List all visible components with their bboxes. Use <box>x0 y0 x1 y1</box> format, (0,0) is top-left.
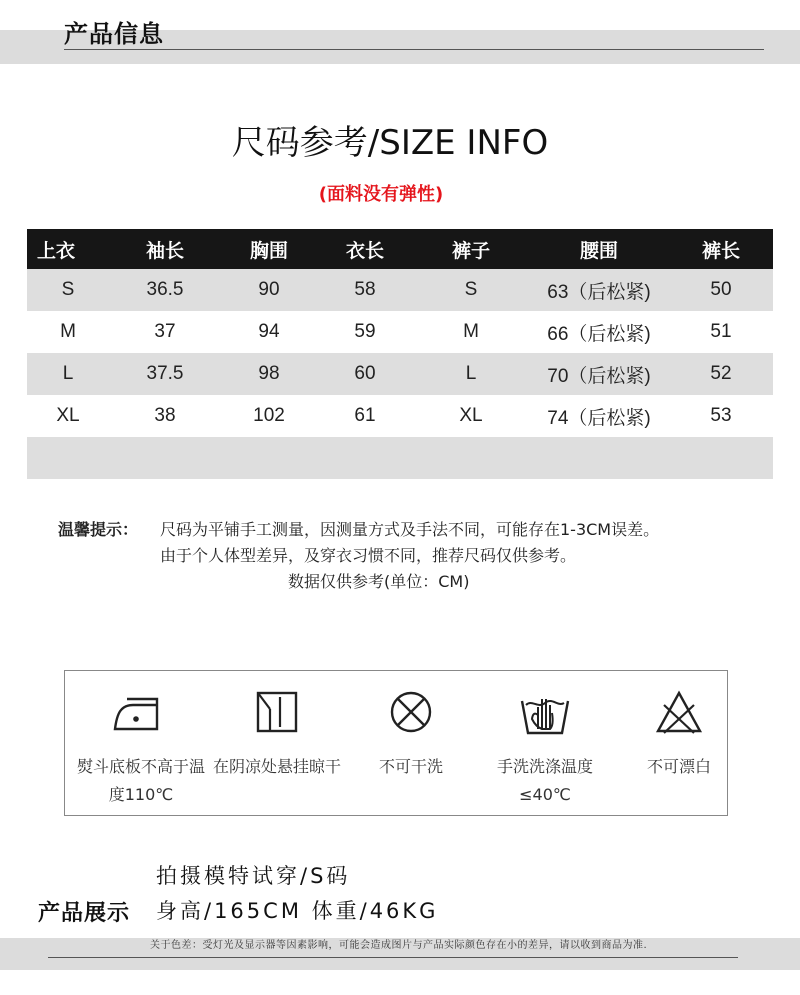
table-cell: 59 <box>317 311 413 353</box>
table-cell: 52 <box>669 353 773 395</box>
care-instructions-panel <box>64 670 728 816</box>
table-cell: L <box>413 353 529 395</box>
table-cell: 74（后松紧) <box>529 395 669 437</box>
table-cell: 36.5 <box>109 269 221 311</box>
column-header: 衣长 <box>317 229 413 269</box>
table-cell: S <box>413 269 529 311</box>
care-text: 不可干洗 <box>378 757 443 776</box>
header-rule <box>64 49 764 50</box>
column-header: 袖长 <box>109 229 221 269</box>
model-fit-info: 拍摄模特试穿/S码 <box>156 864 351 888</box>
care-text: 不可漂白 <box>646 757 711 776</box>
care-text: 在阴凉处悬挂晾干 <box>212 757 341 776</box>
table-cell: 102 <box>221 395 317 437</box>
column-header: 上衣 <box>27 229 109 269</box>
table-cell: 94 <box>221 311 317 353</box>
table-cell: 58 <box>317 269 413 311</box>
footer-rule <box>48 957 738 958</box>
table-cell: 50 <box>669 269 773 311</box>
section-title-product-info: 产品信息 <box>64 20 164 48</box>
color-difference-note: 关于色差：受灯光及显示器等因素影响，可能会造成图片与产品实际颜色存在小的差异，请以收到商品为准. <box>150 940 648 951</box>
tips-label: 温馨提示： <box>58 520 139 539</box>
table-cell: S <box>27 269 109 311</box>
hand-wash-icon <box>518 689 572 739</box>
table-cell: 66（后松紧) <box>529 311 669 353</box>
table-cell: M <box>413 311 529 353</box>
care-item-hang-dry <box>207 671 347 817</box>
table-cell: 70（后松紧) <box>529 353 669 395</box>
care-item-no-bleach <box>609 671 749 817</box>
table-row <box>27 395 773 437</box>
table-cell: 38 <box>109 395 221 437</box>
no-bleach-icon <box>654 689 704 735</box>
hang-dry-shade-icon <box>254 689 300 735</box>
tips-line: 数据仅供参考(单位：CM) <box>288 572 470 591</box>
model-body-info: 身高/165CM 体重/46KG <box>156 899 439 923</box>
column-header: 腰围 <box>529 229 669 269</box>
column-header: 裤长 <box>669 229 773 269</box>
table-cell: 98 <box>221 353 317 395</box>
table-cell: 63（后松紧) <box>529 269 669 311</box>
tips-line: 尺码为平铺手工测量，因测量方式及手法不同，可能存在1-3CM误差。 <box>160 520 660 539</box>
table-cell: 61 <box>317 395 413 437</box>
table-cell: XL <box>413 395 529 437</box>
size-table <box>27 229 773 479</box>
section-title-product-display: 产品展示 <box>38 901 131 926</box>
care-text: 手洗洗涤温度≤40℃ <box>496 757 593 804</box>
care-item-no-dry-clean <box>341 671 481 817</box>
table-cell: 37 <box>109 311 221 353</box>
care-item-hand-wash <box>475 671 615 817</box>
table-cell: 37.5 <box>109 353 221 395</box>
table-cell: L <box>27 353 109 395</box>
table-cell: 60 <box>317 353 413 395</box>
table-filler-row <box>27 437 773 479</box>
iron-icon <box>111 689 171 735</box>
table-row <box>27 269 773 311</box>
no-dry-clean-icon <box>388 689 434 735</box>
table-cell: 90 <box>221 269 317 311</box>
table-row <box>27 353 773 395</box>
tips-line: 由于个人体型差异，及穿衣习惯不同，推荐尺码仅供参考。 <box>160 546 577 565</box>
table-cell: M <box>27 311 109 353</box>
table-cell: XL <box>27 395 109 437</box>
column-header: 胸围 <box>221 229 317 269</box>
table-header-row <box>27 229 773 269</box>
elastic-note: (面料没有弹性) <box>318 184 444 205</box>
care-text: 熨斗底板不高于温度110℃ <box>76 757 205 804</box>
column-header: 裤子 <box>413 229 529 269</box>
care-item-iron <box>71 671 211 817</box>
table-row <box>27 311 773 353</box>
size-chart-title: 尺码参考/SIZE INFO <box>231 123 549 163</box>
table-cell: 53 <box>669 395 773 437</box>
table-filler-cell <box>27 437 773 479</box>
table-cell: 51 <box>669 311 773 353</box>
